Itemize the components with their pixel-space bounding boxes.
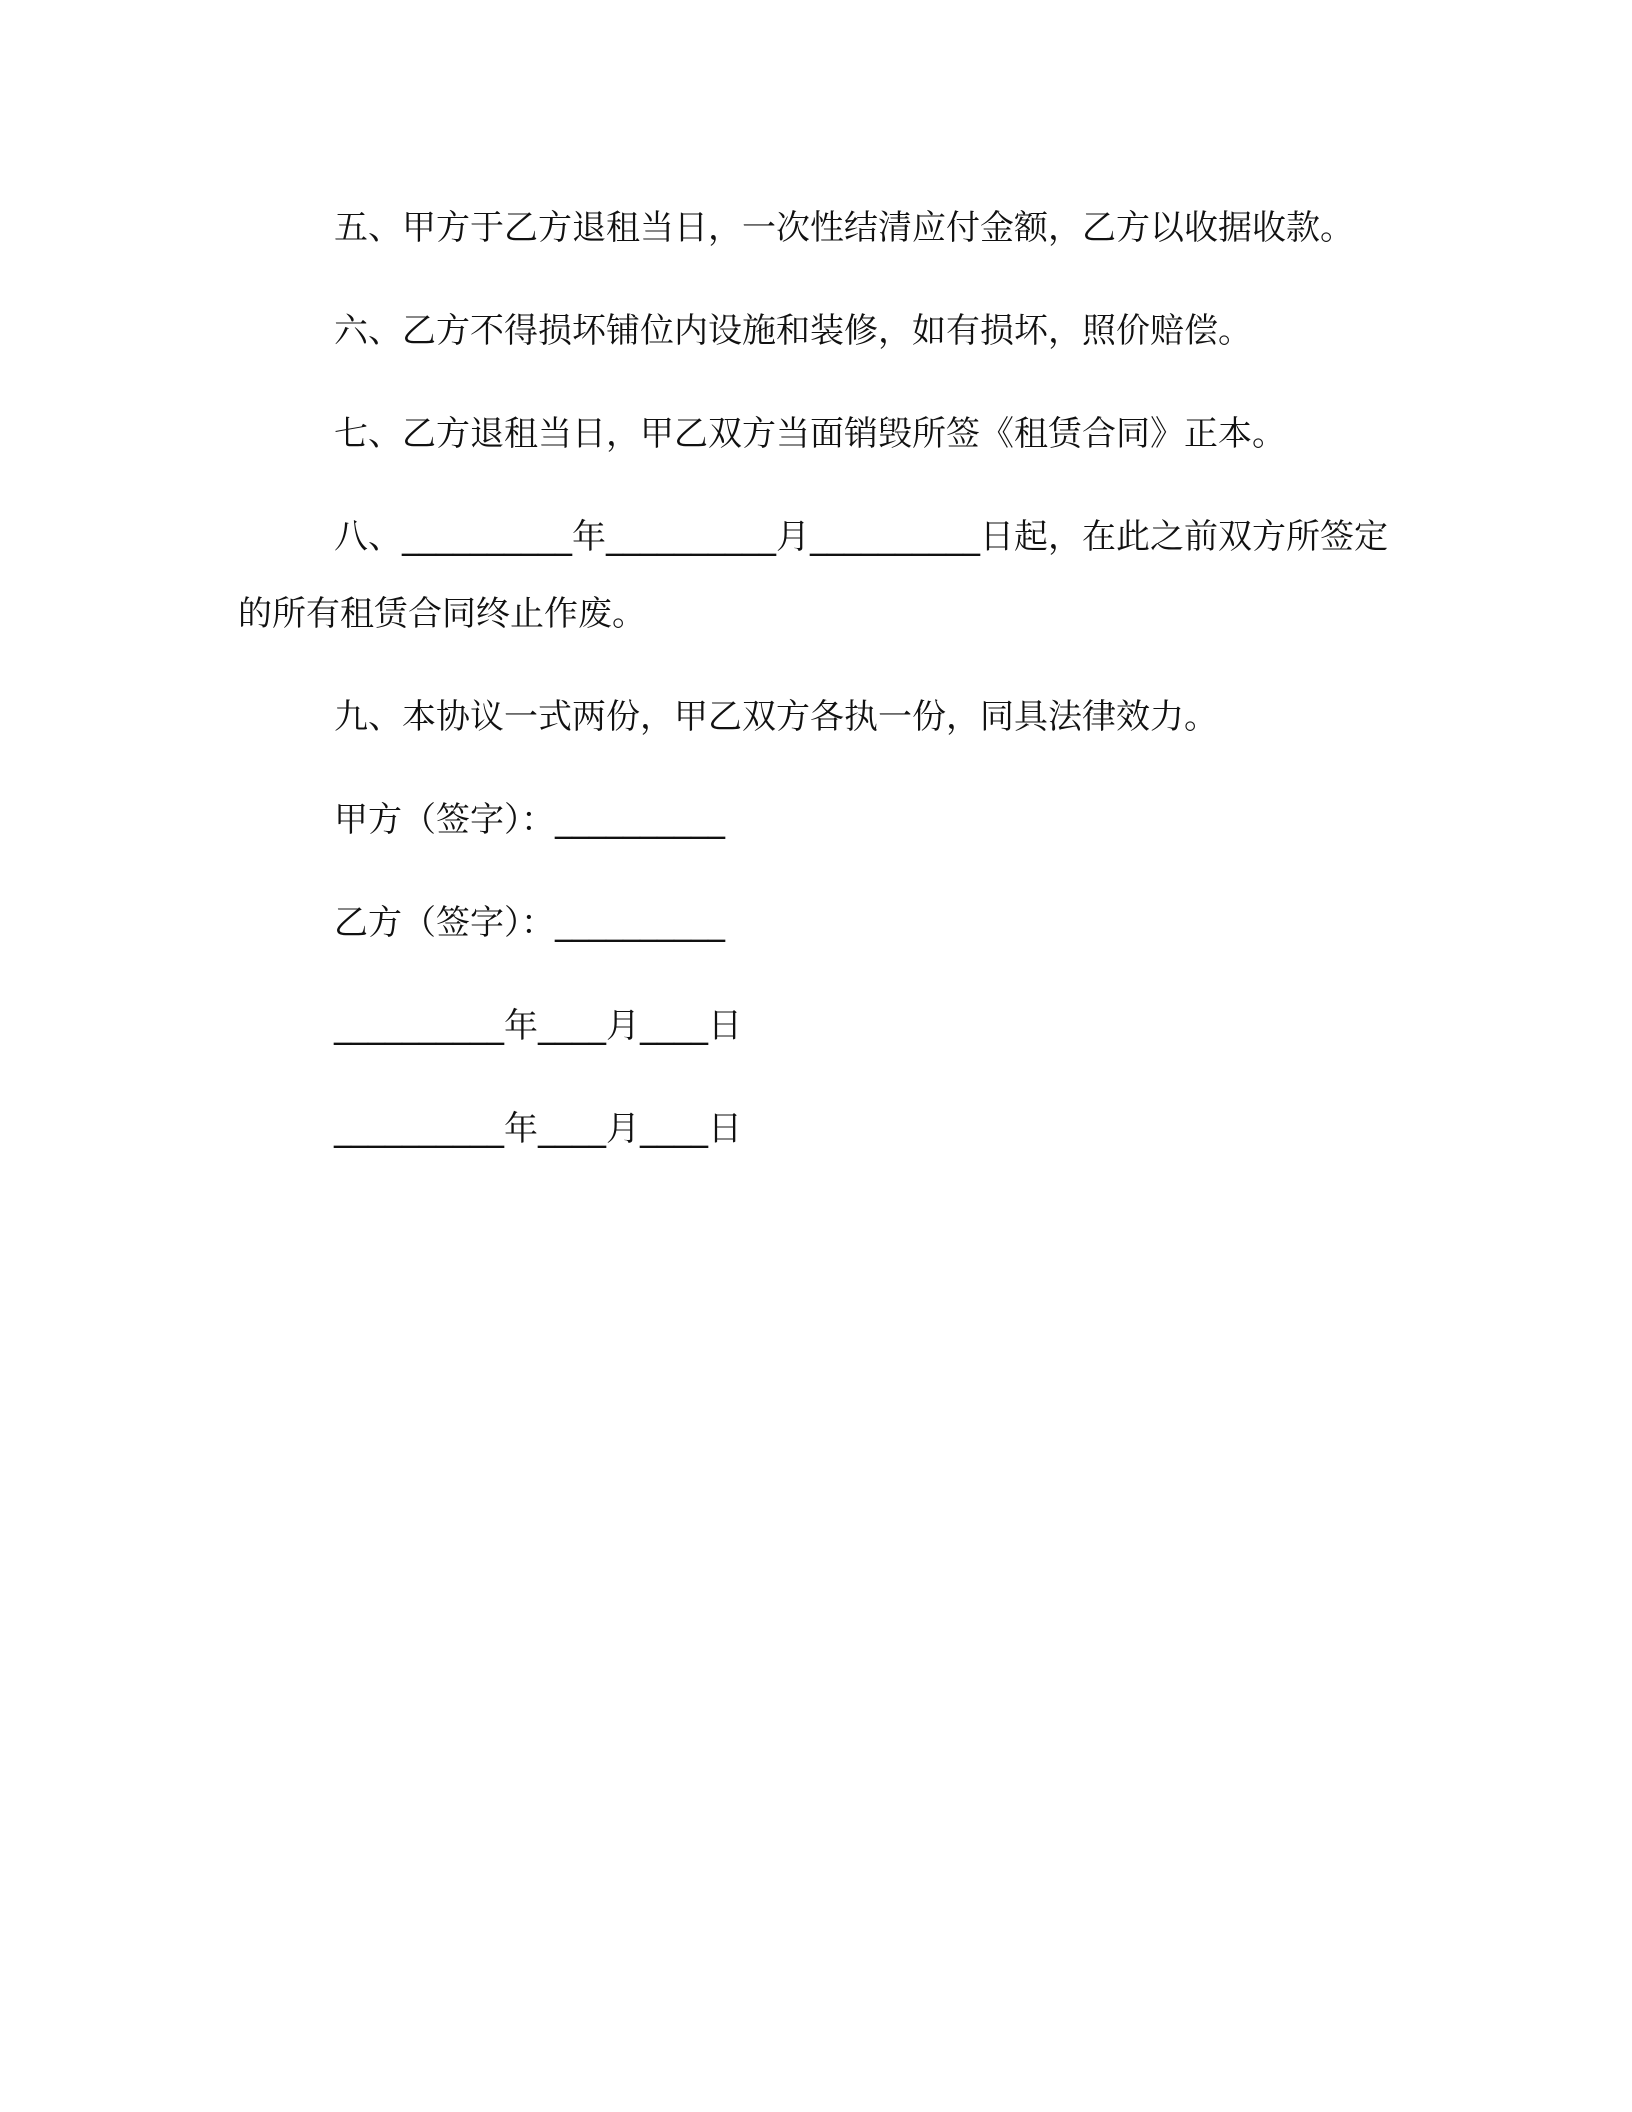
clause-six: 六、乙方不得损坏铺位内设施和装修，如有损坏，照价赔偿。	[334, 311, 1252, 351]
document-body	[238, 190, 1388, 1168]
clause-eight: 八、__________年__________月__________日起，在此之前双方所签定的所有租赁合同终止作废。	[238, 517, 1388, 634]
party-a-signature-line: 甲方（签字）：__________	[334, 800, 725, 840]
party-b-signature-line: 乙方（签字）：__________	[334, 903, 725, 943]
date-line-1: __________年____月____日	[334, 1006, 742, 1046]
clause-nine: 九、本协议一式两份，甲乙双方各执一份，同具法律效力。	[334, 697, 1218, 737]
clause-five: 五、甲方于乙方退租当日，一次性结清应付金额，乙方以收据收款。	[334, 208, 1354, 248]
clause-seven: 七、乙方退租当日，甲乙双方当面销毁所签《租赁合同》正本。	[334, 414, 1286, 454]
date-line-2: __________年____月____日	[334, 1109, 742, 1149]
